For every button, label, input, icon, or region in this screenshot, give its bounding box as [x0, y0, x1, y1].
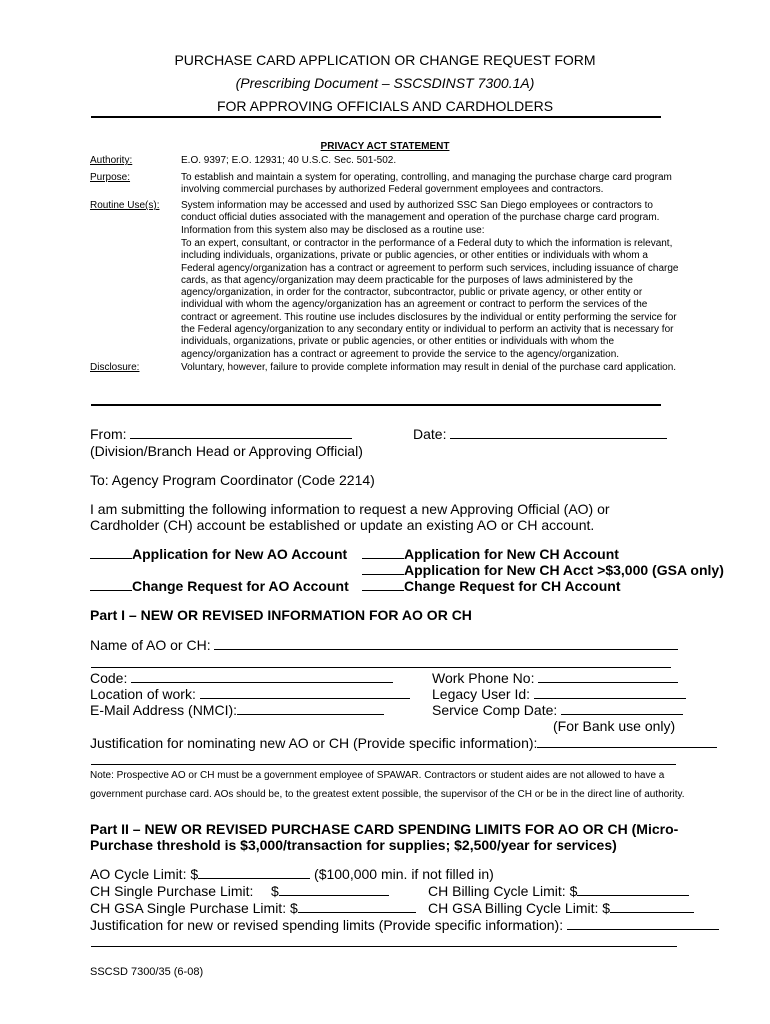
legacy-row — [432, 686, 686, 702]
ao-cycle-field[interactable] — [198, 866, 310, 879]
legacy-field[interactable] — [534, 686, 686, 699]
ch-single-row — [90, 883, 253, 899]
email-row — [90, 702, 384, 718]
change-ch-label: Change Request for CH Account — [404, 578, 621, 594]
email-label: E-Mail Address (NMCI): — [90, 702, 238, 718]
header-divider — [91, 116, 661, 118]
intro-text: I am submitting the following information to request a new Approving Official (AO) or Cardholder (CH) account be established or update an existing AO or CH account. — [90, 501, 610, 533]
ao-cycle-row — [90, 866, 494, 882]
form-audience: FOR APPROVING OFFICIALS AND CARDHOLDERS — [216, 98, 554, 114]
limits-justification-field[interactable] — [567, 917, 719, 930]
from-subtitle: (Division/Branch Head or Approving Official) — [90, 443, 363, 459]
limits-continuation-line[interactable] — [91, 946, 677, 947]
location-row — [90, 686, 410, 702]
justification-row — [90, 735, 717, 751]
ch-single-label: CH Single Purchase Limit: — [90, 883, 254, 899]
authority-label: Authority: — [90, 155, 133, 166]
from-label: From: — [90, 426, 127, 442]
new-ch-label: Application for New CH Account — [404, 546, 619, 562]
ch-gsa-single-field[interactable] — [298, 900, 416, 913]
privacy-divider — [91, 404, 661, 406]
new-ch-checkline[interactable] — [362, 546, 404, 559]
to-line: To: Agency Program Coordinator (Code 2214) — [90, 472, 375, 488]
phone-row — [432, 670, 678, 686]
code-label: Code: — [90, 670, 128, 686]
ch-single-dollar: $ — [271, 883, 279, 899]
code-field[interactable] — [131, 670, 393, 683]
change-ch-checkline[interactable] — [362, 578, 404, 591]
ch-billing-label: CH Billing Cycle Limit: $ — [428, 883, 578, 899]
change-ao-checkline[interactable] — [90, 578, 132, 591]
bank-note: (For Bank use only) — [553, 718, 676, 734]
limits-justification-label: Justification for new or revised spending limits (Provide specific information): — [90, 917, 564, 933]
location-label: Location of work: — [90, 686, 196, 702]
phone-field[interactable] — [538, 670, 678, 683]
form-subtitle: (Prescribing Document – SSCSDINST 7300.1A) — [235, 75, 535, 91]
limits-justification-row — [90, 917, 719, 933]
ch-billing-field[interactable] — [577, 883, 689, 896]
part2-heading: Part II – NEW OR REVISED PURCHASE CARD SPENDING LIMITS FOR AO OR CH (Micro-Purchase threshold is $3,000/transaction for supplies; $2,500/year for services) — [90, 821, 679, 853]
purpose-label: Purpose: — [90, 172, 131, 183]
routine-label: Routine Use(s): — [90, 200, 160, 211]
date-field[interactable] — [450, 426, 667, 439]
ch-gsa-billing-row — [428, 900, 694, 916]
ch-single-input-row — [271, 883, 389, 899]
justification-continuation-line[interactable] — [91, 764, 676, 765]
new-ch-gsa-label: Application for New CH Acct >$3,000 (GSA only) — [404, 562, 724, 578]
ao-cycle-note: ($100,000 min. if not filled in) — [314, 866, 494, 882]
ch-gsa-billing-label: CH GSA Billing Cycle Limit: $ — [428, 900, 611, 916]
change-ao-label: Change Request for AO Account — [132, 578, 349, 594]
code-row — [90, 670, 393, 686]
date-label: Date: — [413, 426, 447, 442]
service-label: Service Comp Date: — [432, 702, 558, 718]
ch-single-field[interactable] — [279, 883, 389, 896]
ch-gsa-single-row — [90, 900, 416, 916]
authority-text: E.O. 9397; E.O. 12931; 40 U.S.C. Sec. 501-502. — [181, 155, 397, 166]
ch-gsa-single-label: CH GSA Single Purchase Limit: $ — [90, 900, 298, 916]
form-title: PURCHASE CARD APPLICATION OR CHANGE REQUEST FORM — [174, 52, 596, 68]
option-new-ao — [90, 546, 347, 562]
email-field[interactable] — [237, 702, 384, 715]
date-row — [413, 426, 667, 442]
from-field[interactable] — [130, 426, 352, 439]
new-ao-checkline[interactable] — [90, 546, 132, 559]
purpose-text: To establish and maintain a system for operating, controlling, and managing the purchase charge card program involving commercial purchases by authorized Federal government employees and contractors. — [181, 172, 672, 196]
routine-text-2: To an expert, consultant, or contractor in the performance of a Federal duty to which the information is relevant, including individuals, organizations, private or public agencies, or other entities or individuals with whom a Federal agency/organization has a contract or agreement to perform such services, including issuance of charge cards, as that agency/organization may deem practicable for the purposes of laws administered by the agency/organization, in order for the contractor, subcontractor, public or private agency, or other entity or individual with whom the agency/organization has an agreement or contract to perform the services of the contract or agreement. This routine use includes disclosures by the individual or entity performing the service for the Federal agency/organization to any secondary entity or individual to perform an activity that is necessary for individuals, organizations, private or public agencies, or other entities or individuals with whom the agency/organization has a contract or agreement to provide the service to the agency/organization. — [181, 238, 679, 360]
name-row — [90, 637, 678, 653]
name-continuation-line[interactable] — [91, 667, 671, 668]
new-ch-gsa-checkline[interactable] — [362, 562, 404, 575]
name-label: Name of AO or CH: — [90, 637, 211, 653]
service-row — [432, 702, 683, 718]
option-change-ao — [90, 578, 349, 594]
disclosure-text: Voluntary, however, failure to provide complete information may result in denial of the purchase card application. — [181, 362, 677, 373]
form-number: SSCSD 7300/35 (6-08) — [90, 966, 204, 978]
disclosure-label: Disclosure: — [90, 362, 140, 373]
ao-cycle-label: AO Cycle Limit: $ — [90, 866, 199, 882]
justification-label: Justification for nominating new AO or CH (Provide specific information): — [90, 735, 538, 751]
option-change-ch — [362, 578, 621, 594]
new-ao-label: Application for New AO Account — [132, 546, 348, 562]
phone-label: Work Phone No: — [432, 670, 535, 686]
ch-billing-row — [428, 883, 689, 899]
eligibility-note: Note: Prospective AO or CH must be a government employee of SPAWAR. Contractors or student aides are not allowed to have a government purchase card. AOs should be, to the greatest extent possible, the supervisor of the CH or be in the direct line of authority. — [90, 770, 685, 800]
option-new-ch-gsa — [362, 562, 724, 578]
location-field[interactable] — [200, 686, 410, 699]
from-row — [90, 426, 352, 442]
justification-field[interactable] — [537, 735, 717, 748]
routine-text-1: System information may be accessed and used by authorized SSC San Diego employees or contractors to conduct official duties associated with the management and operation of the purchase charge card program. Information from this system also may be disclosed as a routine use: — [181, 200, 660, 236]
service-field[interactable] — [561, 702, 683, 715]
name-field[interactable] — [214, 637, 678, 650]
privacy-heading: PRIVACY ACT STATEMENT — [320, 141, 450, 152]
part1-heading: Part I – NEW OR REVISED INFORMATION FOR AO OR CH — [90, 607, 472, 623]
legacy-label: Legacy User Id: — [432, 686, 531, 702]
option-new-ch — [362, 546, 619, 562]
ch-gsa-billing-field[interactable] — [610, 900, 694, 913]
